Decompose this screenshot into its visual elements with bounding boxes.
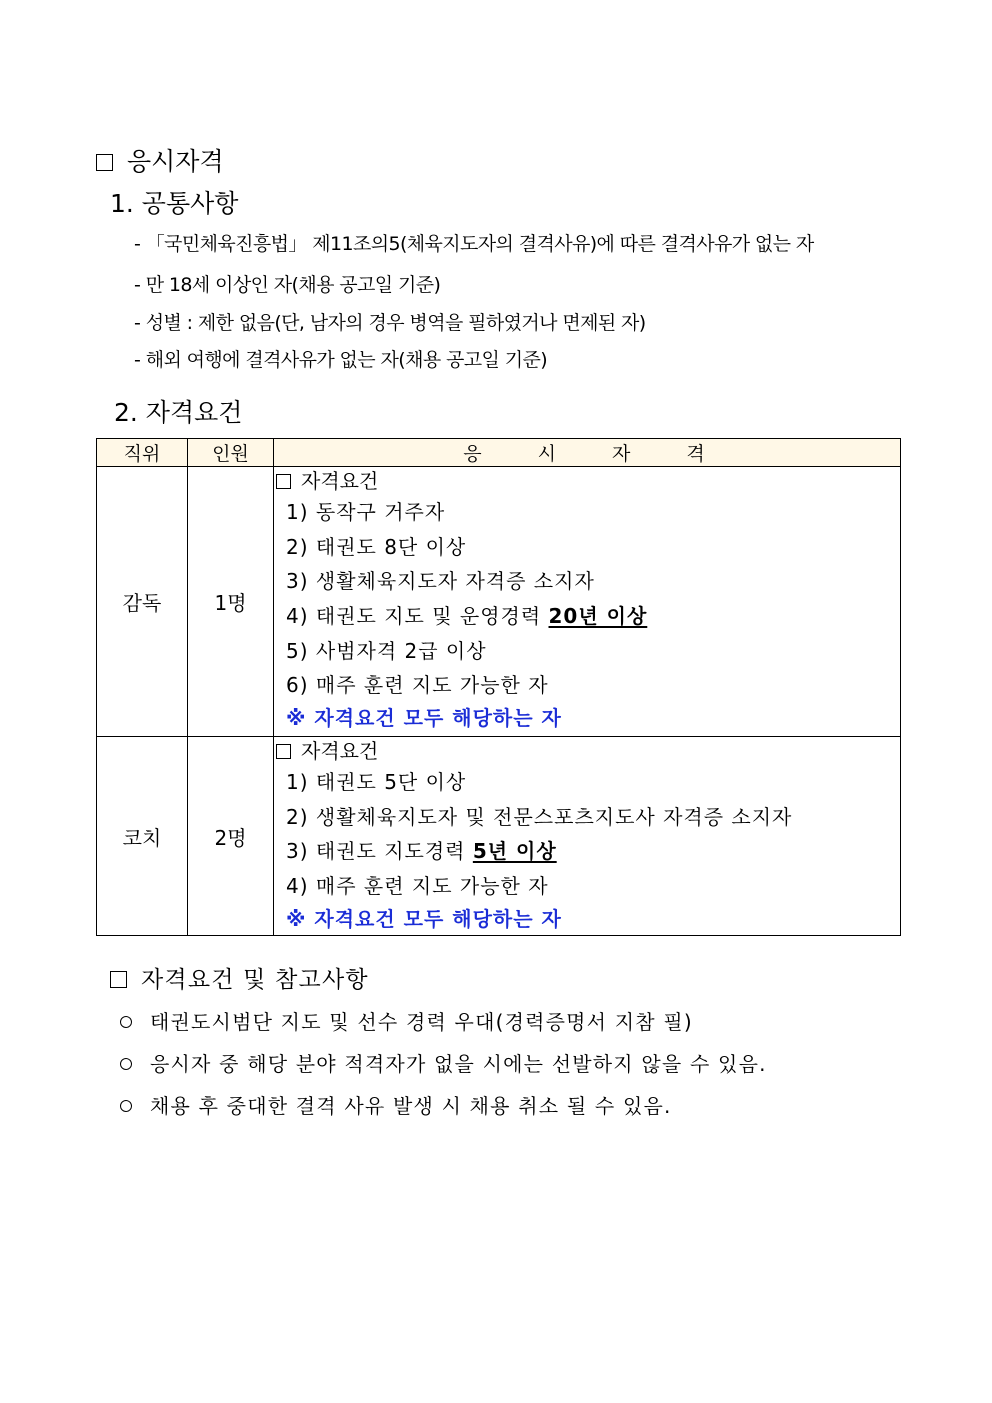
requirement-line [274,495,900,530]
requirement-note: ※ 자격요건 모두 해당하는 자 [286,706,562,731]
requirement-text: 2) 생활체육지도자 및 전문스포츠지도사 자격증 소지자 [286,804,793,829]
position-cell: 코치 [97,737,188,936]
common-requirements-title: 1. 공통사항 [110,189,239,218]
requirements-heading-label: 자격요건 [301,739,379,763]
qualification-title: 2. 자격요건 [114,398,243,427]
reference-text: 태권도시범단 지도 및 선수 경력 우대(경력증명서 지참 필) [150,1010,693,1034]
count-cell: 2명 [188,737,274,936]
requirement-line [274,765,900,800]
section-1-title: 응시자격 [127,147,224,176]
requirement-text: 2) 태권도 8단 이상 [286,534,467,559]
section-2-title: 자격요건 및 참고사항 [141,967,369,993]
requirements-heading [274,737,900,765]
circle-bullet-icon [120,1016,132,1028]
common-item-4: - 해외 여행에 결격사유가 없는 자(채용 공고일 기준) [134,349,548,371]
reference-item-1 [120,1006,693,1035]
reference-text: 응시자 중 해당 분야 적격자가 없을 시에는 선발하지 않을 수 있음. [150,1052,767,1076]
requirement-emphasis: 20년 이상 [548,604,648,629]
requirement-line [274,869,900,904]
requirement-text: 3) 생활체육지도자 자격증 소지자 [286,569,595,594]
requirement-text: 3) 태권도 지도경력 [286,839,473,864]
requirement-line [274,530,900,565]
reference-item-3 [120,1090,672,1119]
requirement-line [274,634,900,669]
requirement-line [274,668,900,703]
table-row [97,737,901,936]
requirements-cell [274,737,901,936]
requirement-text: 6) 매주 훈련 지도 가능한 자 [286,673,549,698]
reference-item-2 [120,1048,767,1077]
checkbox-square-icon [96,154,113,171]
circle-bullet-icon [120,1058,132,1070]
requirements-heading [274,467,900,495]
requirements-cell [274,467,901,737]
section-1-heading [96,142,224,178]
qualification-table [96,438,901,936]
common-item-3: - 성별 : 제한 없음(단, 남자의 경우 병역을 필하였거나 면제된 자) [134,312,646,334]
requirements-heading-label: 자격요건 [301,469,379,493]
requirement-text: 1) 태권도 5단 이상 [286,770,467,794]
requirement-line [274,564,900,599]
circle-bullet-icon [120,1100,132,1112]
requirement-line [274,800,900,835]
common-item-2: - 만 18세 이상인 자(채용 공고일 기준) [134,274,441,296]
requirement-text: 4) 매주 훈련 지도 가능한 자 [286,874,549,899]
header-count: 인원 [188,439,274,467]
requirement-line [274,599,900,634]
common-item-1: - 「국민체육진흥법」 제11조의5(체육지도자의 결격사유)에 따른 결격사유가 없는 자 [134,233,814,255]
requirement-emphasis: 5년 이상 [472,839,557,864]
checkbox-square-icon [276,474,291,489]
table-header-row [97,439,901,467]
requirement-text: 1) 동작구 거주자 [286,500,446,524]
count-cell: 1명 [188,467,274,737]
section-2-heading [110,961,369,994]
position-cell: 감독 [97,467,188,737]
header-position: 직위 [97,439,188,467]
reference-text: 채용 후 중대한 결격 사유 발생 시 채용 취소 될 수 있음. [150,1094,672,1118]
header-qualification: 응 시 자 격 [274,439,901,467]
requirement-text: 5) 사범자격 2급 이상 [286,638,487,663]
requirement-line [274,834,900,869]
requirement-text: 4) 태권도 지도 및 운영경력 [286,604,549,629]
checkbox-square-icon [276,744,291,759]
table-row [97,467,901,737]
requirement-note: ※ 자격요건 모두 해당하는 자 [286,906,562,931]
checkbox-square-icon [110,971,127,988]
